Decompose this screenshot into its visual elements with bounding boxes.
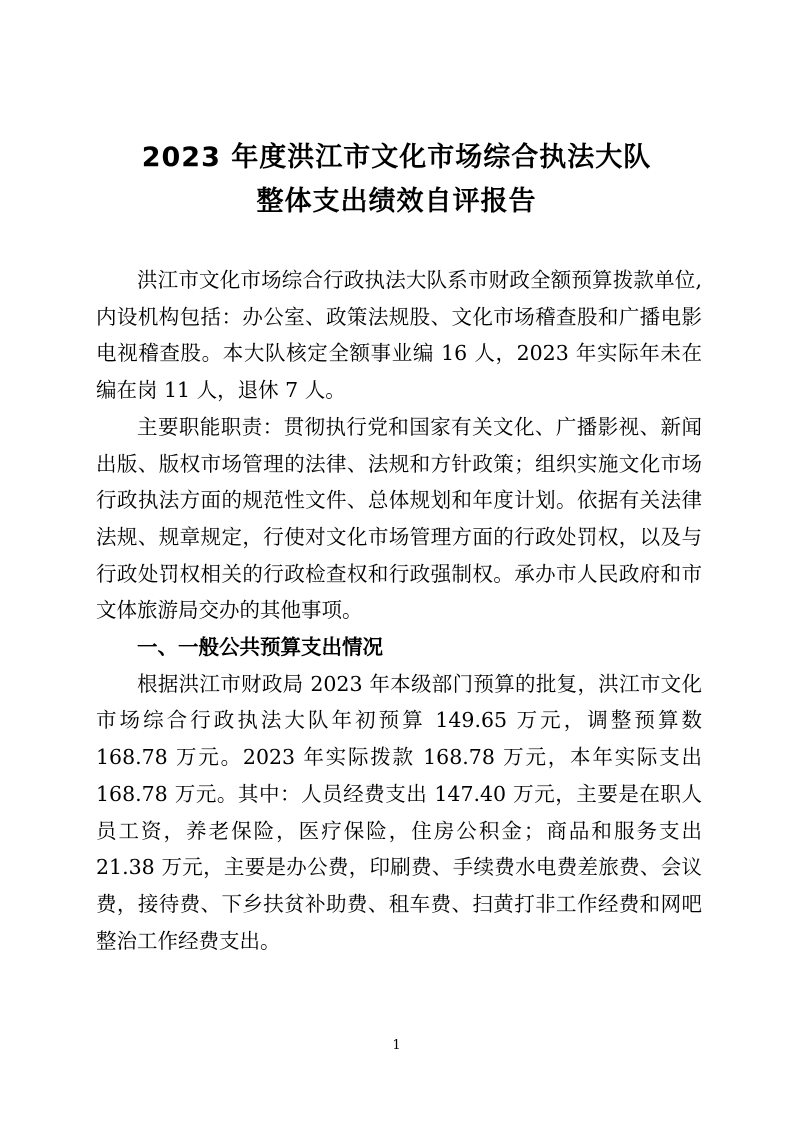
document-title — [0, 136, 793, 224]
paragraph-duties: 主要职能职责：贯彻执行党和国家有关文化、广播影视、新闻出版、版权市场管理的法律、法规和方针政策；组织实施文化市场行政执法方面的规范性文件、总体规划和年度计划。依据有关法律法规、规章规定，行使对文化市场管理方面的行政处罚权，以及与行政处罚权相关的行政检查权和行政强制权。承办市人民政府和市文体旅游局交办的其他事项。 — [96, 414, 702, 623]
title-line-2: 整体支出绩效自评报告 — [256, 186, 537, 217]
document-body — [96, 262, 702, 959]
paragraph-budget: 根据洪江市财政局 2023 年本级部门预算的批复，洪江市文化市场综合行政执法大队年初预算 149.65 万元，调整预算数 168.78 万元。2023 年实际拨款 168.78 万元，本年实际支出 168.78 万元。其中：人员经费支出 147.40 万元，主要是在职人员工资，养老保险，医疗保险，住房公积金；商品和服务支出 21.38 万元，主要是办公费，印刷费、手续费水电费差旅费、会议费，接待费、下乡扶贫补助费、租车费、扫黄打非工作经费和网吧整治工作经费支出。 — [96, 671, 702, 953]
paragraph-overview: 洪江市文化市场综合行政执法大队系市财政全额预算拨款单位,内设机构包括：办公室、政策法规股、文化市场稽查股和广播电影电视稽查股。本大队核定全额事业编 16 人，2023 年实际年未在编在岗 11 人，退休 7 人。 — [96, 268, 702, 403]
title-line-1: 2023 年度洪江市文化市场综合执法大队 — [141, 142, 652, 173]
page-number: 1 — [392, 1038, 401, 1053]
section-heading-1: 一、一般公共预算支出情况 — [137, 635, 383, 660]
